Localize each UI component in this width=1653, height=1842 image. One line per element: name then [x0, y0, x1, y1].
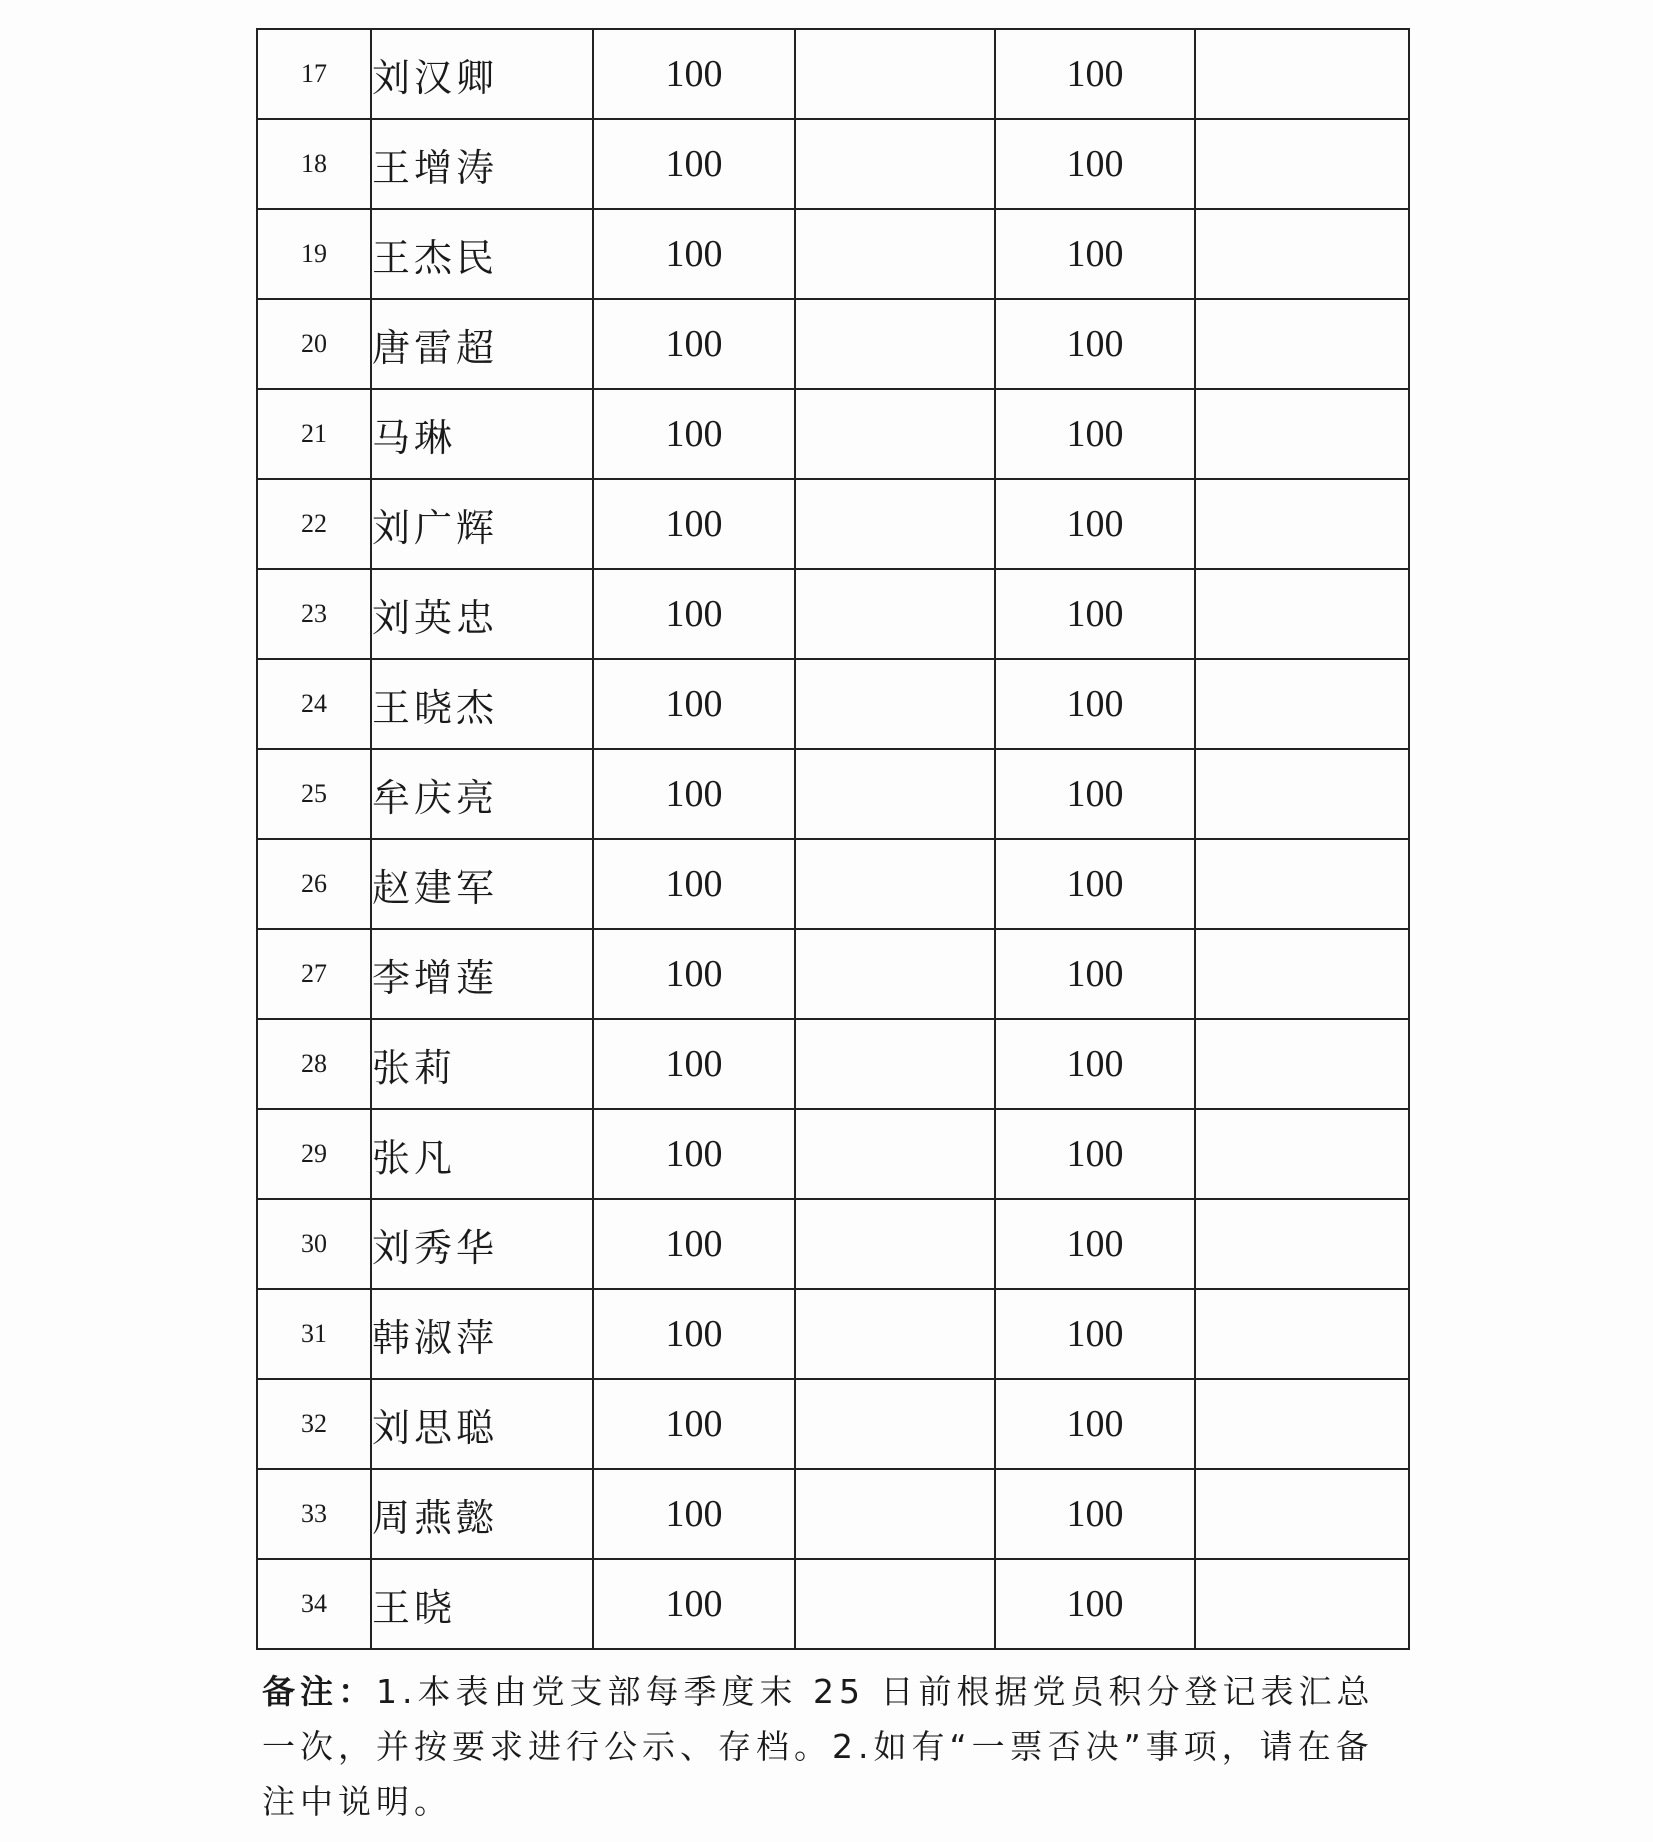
empty-cell: [1195, 119, 1409, 209]
score-cell: 100: [995, 929, 1195, 1019]
member-name-cell: 张莉: [371, 1019, 593, 1109]
score-cell: 100: [995, 1559, 1195, 1649]
table-row: [257, 389, 1409, 479]
empty-cell: [795, 749, 995, 839]
member-name-cell: 马琳: [371, 389, 593, 479]
row-number-cell: 21: [257, 389, 371, 479]
member-name-cell: 牟庆亮: [371, 749, 593, 839]
table-row: [257, 1019, 1409, 1109]
table-row: [257, 839, 1409, 929]
table-row: [257, 479, 1409, 569]
table-row: [257, 749, 1409, 839]
remarks-text: 1.本表由党支部每季度末 25 日前根据党员积分登记表汇总一次，并按要求进行公示、存档。2.如有“一票否决”事项，请在备注中说明。: [262, 1672, 1375, 1821]
row-number-cell: 29: [257, 1109, 371, 1199]
empty-cell: [1195, 1469, 1409, 1559]
remarks-label: 备注：: [262, 1672, 376, 1711]
table-row: [257, 1379, 1409, 1469]
score-cell: 100: [995, 209, 1195, 299]
score-cell: 100: [593, 1469, 795, 1559]
row-number-cell: 23: [257, 569, 371, 659]
score-cell: 100: [995, 749, 1195, 839]
row-number-cell: 22: [257, 479, 371, 569]
empty-cell: [1195, 659, 1409, 749]
empty-cell: [1195, 1559, 1409, 1649]
row-number-cell: 28: [257, 1019, 371, 1109]
row-number-cell: 26: [257, 839, 371, 929]
score-cell: 100: [995, 119, 1195, 209]
empty-cell: [1195, 389, 1409, 479]
empty-cell: [795, 389, 995, 479]
row-number-cell: 20: [257, 299, 371, 389]
score-cell: 100: [593, 389, 795, 479]
score-cell: 100: [995, 389, 1195, 479]
score-cell: 100: [593, 299, 795, 389]
score-cell: 100: [593, 569, 795, 659]
member-name-cell: 韩淑萍: [371, 1289, 593, 1379]
score-cell: 100: [593, 479, 795, 569]
row-number-cell: 27: [257, 929, 371, 1019]
empty-cell: [795, 1019, 995, 1109]
table-row: [257, 1199, 1409, 1289]
row-number-cell: 24: [257, 659, 371, 749]
score-cell: 100: [593, 1199, 795, 1289]
score-cell: 100: [995, 1289, 1195, 1379]
row-number-cell: 19: [257, 209, 371, 299]
row-number-cell: 25: [257, 749, 371, 839]
score-cell: 100: [995, 29, 1195, 119]
empty-cell: [795, 29, 995, 119]
score-cell: 100: [995, 1379, 1195, 1469]
empty-cell: [795, 1379, 995, 1469]
score-cell: 100: [593, 1559, 795, 1649]
row-number-cell: 18: [257, 119, 371, 209]
score-cell: 100: [593, 119, 795, 209]
row-number-cell: 30: [257, 1199, 371, 1289]
score-cell: 100: [995, 1109, 1195, 1199]
empty-cell: [1195, 299, 1409, 389]
score-cell: 100: [593, 659, 795, 749]
empty-cell: [795, 929, 995, 1019]
member-name-cell: 周燕懿: [371, 1469, 593, 1559]
empty-cell: [1195, 29, 1409, 119]
row-number-cell: 32: [257, 1379, 371, 1469]
member-name-cell: 李增莲: [371, 929, 593, 1019]
empty-cell: [795, 659, 995, 749]
score-cell: 100: [995, 1469, 1195, 1559]
table-row: [257, 119, 1409, 209]
empty-cell: [1195, 1199, 1409, 1289]
table-row: [257, 1559, 1409, 1649]
empty-cell: [1195, 1019, 1409, 1109]
row-number-cell: 31: [257, 1289, 371, 1379]
empty-cell: [795, 1469, 995, 1559]
empty-cell: [795, 1559, 995, 1649]
empty-cell: [795, 1289, 995, 1379]
table-row: [257, 1289, 1409, 1379]
empty-cell: [1195, 839, 1409, 929]
member-name-cell: 唐雷超: [371, 299, 593, 389]
member-name-cell: 王晓杰: [371, 659, 593, 749]
empty-cell: [795, 209, 995, 299]
empty-cell: [1195, 1109, 1409, 1199]
empty-cell: [1195, 209, 1409, 299]
row-number-cell: 34: [257, 1559, 371, 1649]
score-cell: 100: [995, 299, 1195, 389]
table-row: [257, 659, 1409, 749]
score-cell: 100: [995, 839, 1195, 929]
score-cell: 100: [593, 1109, 795, 1199]
empty-cell: [1195, 569, 1409, 659]
score-cell: 100: [593, 929, 795, 1019]
table-row: [257, 209, 1409, 299]
member-name-cell: 刘广辉: [371, 479, 593, 569]
member-name-cell: 刘汉卿: [371, 29, 593, 119]
empty-cell: [1195, 929, 1409, 1019]
score-table: [256, 28, 1410, 1650]
empty-cell: [795, 299, 995, 389]
empty-cell: [795, 119, 995, 209]
score-cell: 100: [593, 1289, 795, 1379]
empty-cell: [795, 1199, 995, 1289]
score-cell: 100: [995, 569, 1195, 659]
member-name-cell: 赵建军: [371, 839, 593, 929]
table-row: [257, 569, 1409, 659]
empty-cell: [1195, 479, 1409, 569]
table-row: [257, 1109, 1409, 1199]
score-cell: 100: [593, 749, 795, 839]
member-name-cell: 王增涛: [371, 119, 593, 209]
score-cell: 100: [593, 839, 795, 929]
row-number-cell: 17: [257, 29, 371, 119]
score-cell: 100: [593, 1019, 795, 1109]
remarks-note: [262, 1664, 1392, 1829]
member-name-cell: 刘思聪: [371, 1379, 593, 1469]
empty-cell: [1195, 1289, 1409, 1379]
empty-cell: [795, 839, 995, 929]
empty-cell: [795, 569, 995, 659]
table-row: [257, 1469, 1409, 1559]
member-name-cell: 王晓: [371, 1559, 593, 1649]
member-name-cell: 刘英忠: [371, 569, 593, 659]
table-row: [257, 929, 1409, 1019]
score-cell: 100: [995, 1199, 1195, 1289]
score-cell: 100: [593, 1379, 795, 1469]
table-row: [257, 29, 1409, 119]
row-number-cell: 33: [257, 1469, 371, 1559]
member-name-cell: 刘秀华: [371, 1199, 593, 1289]
empty-cell: [1195, 749, 1409, 839]
empty-cell: [1195, 1379, 1409, 1469]
member-name-cell: 张凡: [371, 1109, 593, 1199]
score-cell: 100: [593, 209, 795, 299]
table-row: [257, 299, 1409, 389]
score-cell: 100: [995, 1019, 1195, 1109]
score-cell: 100: [995, 479, 1195, 569]
member-name-cell: 王杰民: [371, 209, 593, 299]
score-cell: 100: [995, 659, 1195, 749]
empty-cell: [795, 479, 995, 569]
table-body: [257, 29, 1409, 1649]
empty-cell: [795, 1109, 995, 1199]
score-cell: 100: [593, 29, 795, 119]
